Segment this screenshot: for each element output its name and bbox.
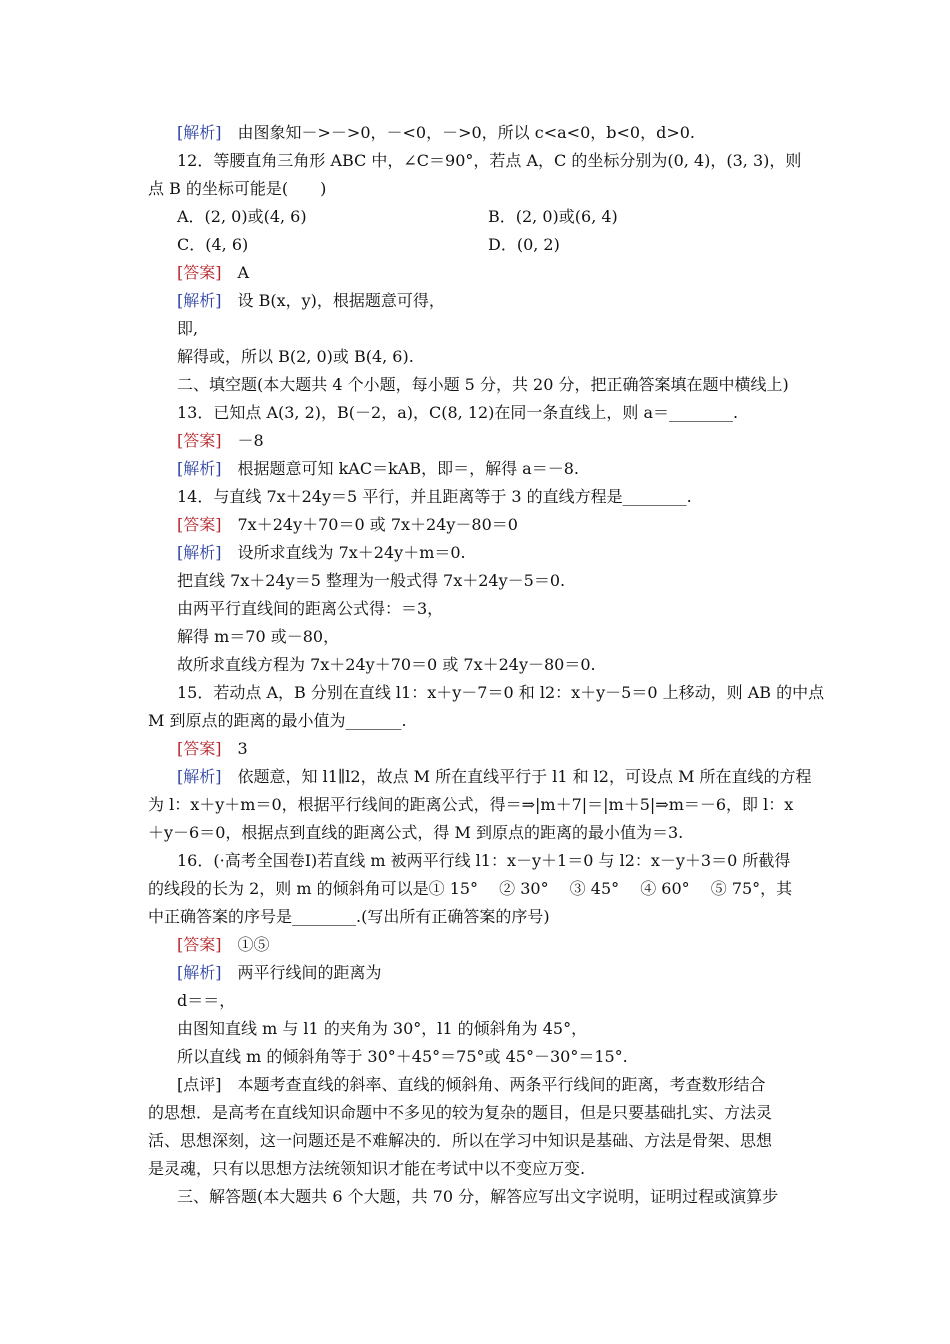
answer-line: [177, 739, 248, 759]
answer-text: A: [221, 263, 250, 282]
solution-tag: [解析]: [177, 459, 222, 478]
question-12-continuation: 点 B 的坐标可能是( ): [148, 179, 327, 198]
question-16-line: 16．(·高考全国卷Ⅰ)若直线 m 被两平行线 l1：x－y＋1＝0 与 l2：x－y＋3＝0 所截得: [177, 851, 791, 870]
answer-tag: [答案]: [177, 431, 222, 450]
answer-line: [177, 431, 264, 451]
solution-step: 即,: [177, 319, 199, 338]
solution-tag: [解析]: [177, 963, 222, 982]
solution-tag: [解析]: [177, 543, 222, 562]
solution-line: [177, 123, 695, 143]
option-c: C．(4, 6): [177, 235, 249, 254]
solution-step: 解得或，所以 B(2, 0)或 B(4, 6).: [177, 347, 414, 366]
option-a: A．(2, 0)或(4, 6): [177, 207, 307, 226]
solution-step: 故所求直线方程为 7x＋24y＋70＝0 或 7x＋24y－80＝0.: [177, 655, 596, 674]
options-row-ab: [177, 207, 618, 227]
question-13-line: 13．已知点 A(3, 2)，B(－2，a)，C(8, 12)在同一条直线上，则 a＝________.: [177, 403, 739, 422]
solution-line: [177, 459, 579, 479]
comment-continuation: 的思想．是高考在直线知识命题中不多见的较为复杂的题目，但是只要基础扎实、方法灵: [148, 1103, 773, 1122]
comment-continuation: 是灵魂，只有以思想方法统领知识才能在考试中以不变应万变.: [148, 1159, 586, 1178]
section-heading: 二、填空题(本大题共 4 个小题，每小题 5 分，共 20 分，把正确答案填在题中横线上): [177, 375, 789, 394]
solution-text: 设 B(x，y)，根据题意可得，: [221, 291, 445, 310]
solution-step: 所以直线 m 的倾斜角等于 30°＋45°＝75°或 45°－30°＝15°.: [177, 1047, 628, 1066]
solution-tag: [解析]: [177, 767, 222, 786]
comment-line: [177, 1075, 766, 1095]
solution-line: [177, 963, 382, 983]
answer-tag: [答案]: [177, 515, 222, 534]
answer-text: ①⑤: [221, 935, 270, 954]
question-15-continuation: M 到原点的距离的最小值为_______.: [148, 711, 407, 730]
section-heading: 三、解答题(本大题共 6 个大题，共 70 分，解答应写出文字说明，证明过程或演算步: [177, 1187, 779, 1206]
solution-continuation: 为 l：x＋y＋m＝0，根据平行线间的距离公式，得＝⇒|m＋7|＝|m＋5|⇒m＝－6，即 l：x: [148, 795, 794, 814]
comment-continuation: 活、思想深刻，这一问题还是不难解决的．所以在学习中知识是基础、方法是骨架、思想: [148, 1131, 773, 1150]
answer-line: [177, 515, 518, 535]
solution-step: 解得 m＝70 或－80，: [177, 627, 340, 646]
comment-tag: [点评]: [177, 1075, 222, 1094]
answer-text: 7x＋24y＋70＝0 或 7x＋24y－80＝0: [221, 515, 518, 534]
solution-text: 由图象知－>－>0，－<0，－>0，所以 c<a<0，b<0，d>0.: [221, 123, 695, 142]
answer-tag: [答案]: [177, 739, 222, 758]
solution-step: 由图知直线 m 与 l1 的夹角为 30°，l1 的倾斜角为 45°，: [177, 1019, 588, 1038]
option-b: B．(2, 0)或(6, 4): [488, 207, 618, 226]
solution-line: [177, 291, 445, 311]
answer-tag: [答案]: [177, 935, 222, 954]
solution-step: 把直线 7x＋24y＝5 整理为一般式得 7x＋24y－5＝0.: [177, 571, 566, 590]
solution-text: 根据题意可知 kAC＝kAB，即＝，解得 a＝－8.: [221, 459, 579, 478]
options-row-cd: [177, 235, 560, 255]
question-16-continuation: 的线段的长为 2，则 m 的倾斜角可以是① 15° ② 30° ③ 45° ④ 60° ⑤ 75°，其: [148, 879, 793, 898]
question-15-line: 15．若动点 A，B 分别在直线 l1：x＋y－7＝0 和 l2：x＋y－5＝0 上移动，则 AB 的中点: [177, 683, 825, 702]
question-12-line: 12．等腰直角三角形 ABC 中，∠C＝90°，若点 A，C 的坐标分别为(0, 4)，(3, 3)，则: [177, 151, 802, 170]
answer-text: －8: [221, 431, 264, 450]
solution-continuation: ＋y－6＝0，根据点到直线的距离公式，得 M 到原点的距离的最小值为＝3.: [148, 823, 684, 842]
comment-text: 本题考查直线的斜率、直线的倾斜角、两条平行线间的距离，考查数形结合: [221, 1075, 766, 1094]
solution-line: [177, 543, 466, 563]
solution-tag: [解析]: [177, 291, 222, 310]
question-16-continuation: 中正确答案的序号是________.(写出所有正确答案的序号): [148, 907, 550, 926]
solution-text: 两平行线间的距离为: [221, 963, 382, 982]
solution-text: 设所求直线为 7x＋24y＋m＝0.: [221, 543, 466, 562]
answer-tag: [答案]: [177, 263, 222, 282]
solution-line: [177, 767, 812, 787]
question-14-line: 14．与直线 7x＋24y＝5 平行，并且距离等于 3 的直线方程是________.: [177, 487, 692, 506]
solution-step: 由两平行直线间的距离公式得：＝3，: [177, 599, 444, 618]
option-d: D．(0, 2): [488, 235, 560, 254]
answer-line: [177, 263, 249, 283]
answer-text: 3: [221, 739, 248, 758]
solution-text: 依题意，知 l1∥l2，故点 M 所在直线平行于 l1 和 l2，可设点 M 所在直线的方程: [221, 767, 812, 786]
solution-step: d＝＝，: [177, 991, 236, 1010]
answer-line: [177, 935, 270, 955]
solution-tag: [解析]: [177, 123, 222, 142]
